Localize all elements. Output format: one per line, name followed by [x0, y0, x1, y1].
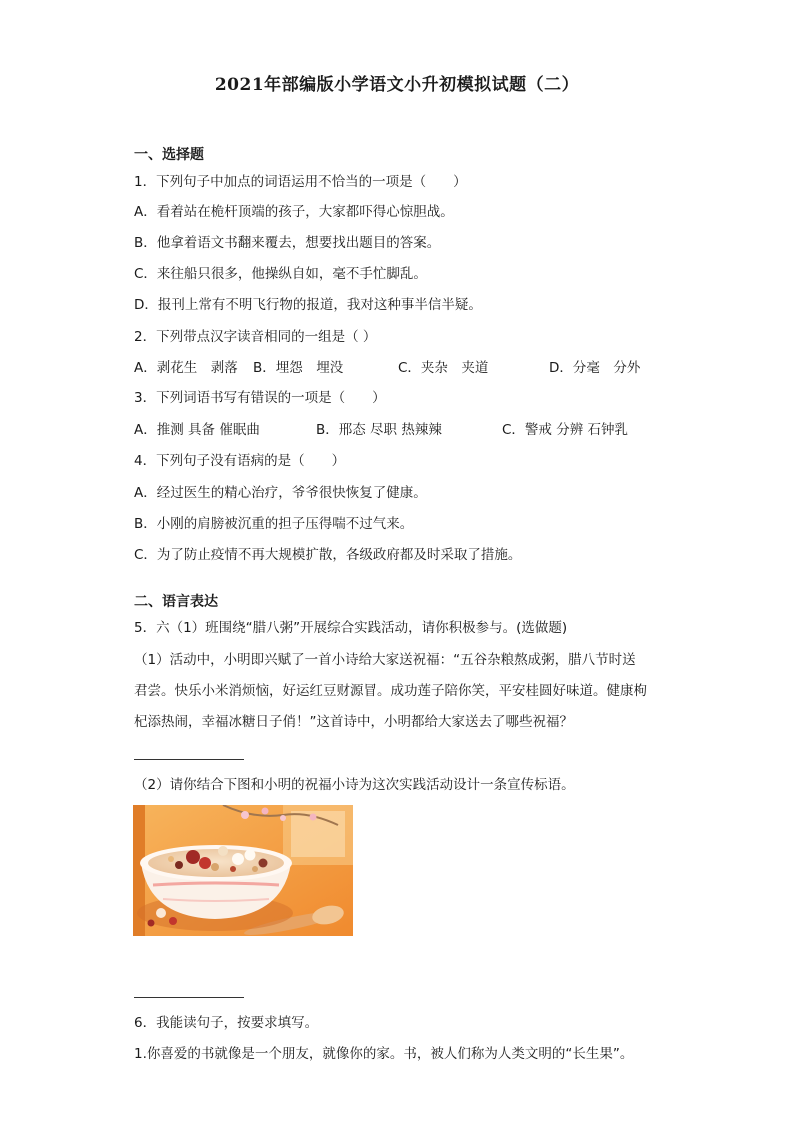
- q1-option-a: A．看着站在桅杆顶端的孩子，大家都吓得心惊胆战。: [134, 204, 454, 220]
- q1-option-c: C．来往船只很多，他操纵自如，毫不手忙脚乱。: [134, 266, 427, 282]
- q1-stem: 1．下列句子中加点的词语运用不恰当的一项是（ ）: [134, 174, 467, 190]
- q1-option-d: D．报刊上常有不明飞行物的报道，我对这种事半信半疑。: [134, 297, 482, 313]
- q1-option-b: B．他拿着语文书翻来覆去，想要找出题目的答案。: [134, 235, 441, 251]
- q4-stem: 4．下列句子没有语病的是（ ）: [134, 453, 346, 469]
- q6-sentence-1: 1.你喜爱的书就像是一个朋友，就像你的家。书，被人们称为人类文明的“长生果”。: [134, 1046, 634, 1062]
- q4-option-b: B．小刚的肩膀被沉重的担子压得喘不过气来。: [134, 516, 414, 532]
- q4-option-a: A．经过医生的精心治疗，爷爷很快恢复了健康。: [134, 485, 427, 501]
- section-heading-choice: 一、选择题: [134, 147, 204, 163]
- q4-option-c: C．为了防止疫情不再大规模扩散，各级政府都及时采取了措施。: [134, 547, 522, 563]
- q2-stem: 2．下列带点汉字读音相同的一组是（ ）: [134, 329, 377, 345]
- q2-option-b: B．埋怨 埋没: [253, 360, 344, 376]
- page-title: 2021年部编版小学语文小升初模拟试题（二）: [214, 75, 580, 95]
- answer-blank-1[interactable]: [134, 759, 244, 760]
- q2-option-d: D．分毫 分外: [549, 360, 641, 376]
- q5-part1-line3: 杞添热闹，幸福冰糖日子俏！”这首诗中，小明都给大家送去了哪些祝福？: [134, 714, 573, 730]
- answer-blank-2[interactable]: [134, 997, 244, 998]
- q5-part1-line2: 君尝。快乐小米消烦恼，好运红豆财源冒。成功莲子陪你笑，平安桂圆好味道。健康枸: [134, 683, 647, 699]
- q3-stem: 3．下列词语书写有错误的一项是（ ）: [134, 390, 386, 406]
- section-heading-expression: 二、语言表达: [134, 594, 218, 610]
- q3-option-c: C．警戒 分辨 石钟乳: [502, 422, 629, 438]
- q5-stem: 5．六（1）班围绕“腊八粥”开展综合实践活动，请你积极参与。(选做题): [134, 620, 568, 636]
- q6-stem: 6．我能读句子，按要求填写。: [134, 1015, 319, 1031]
- q2-option-a: A．剥花生 剥落: [134, 360, 238, 376]
- laba-porridge-illustration: [133, 805, 353, 936]
- q3-option-a: A．推测 具备 催眠曲: [134, 422, 260, 438]
- q3-option-b: B．邢态 尽职 热辣辣: [316, 422, 442, 438]
- q5-part1-line1: （1）活动中，小明即兴赋了一首小诗给大家送祝福：“五谷杂粮熬成粥，腊八节时送: [134, 652, 636, 668]
- q2-option-c: C．夹杂 夹道: [398, 360, 489, 376]
- q5-part2: （2）请你结合下图和小明的祝福小诗为这次实践活动设计一条宣传标语。: [134, 777, 575, 793]
